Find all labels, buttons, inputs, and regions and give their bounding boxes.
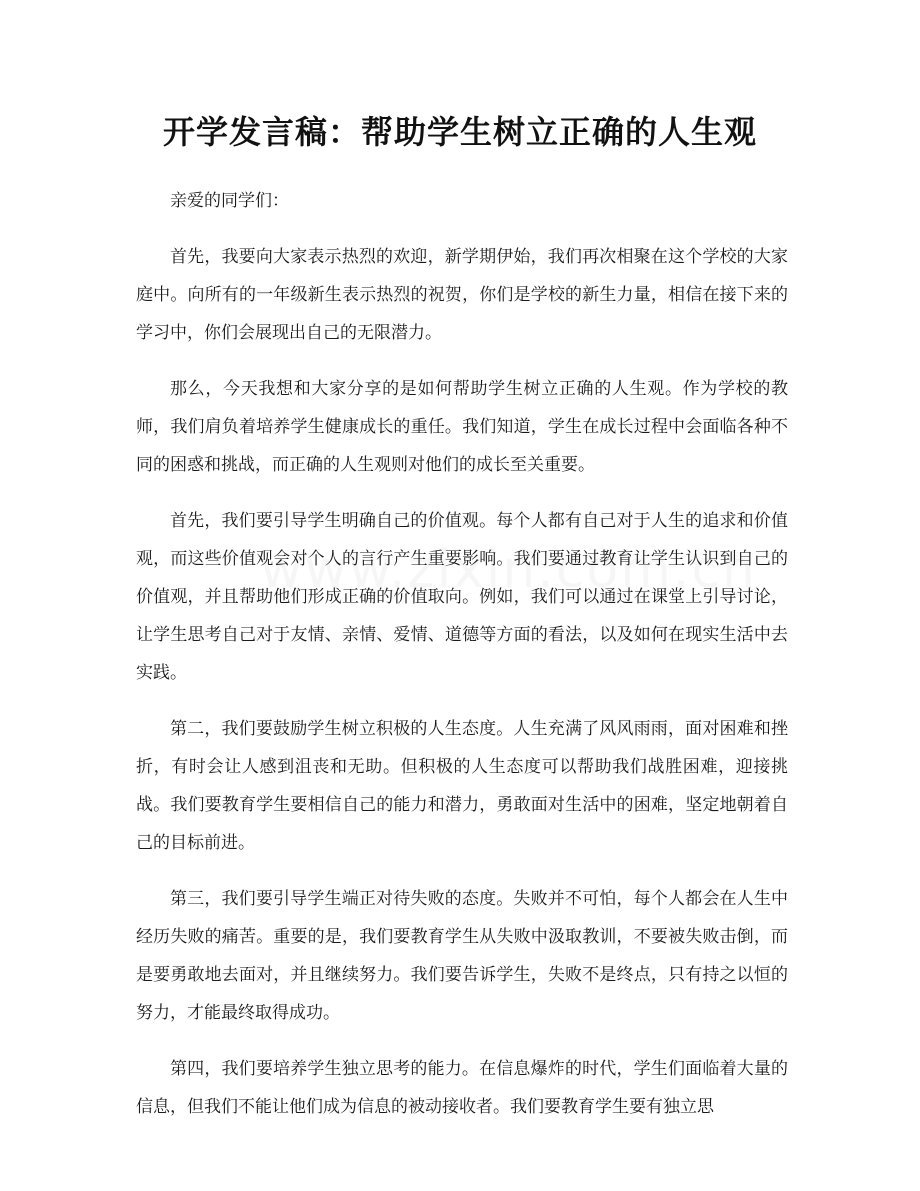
salutation-paragraph: 亲爱的同学们： <box>170 191 289 211</box>
document-body <box>136 182 788 1144</box>
values-paragraph: 首先，我们要引导学生明确自己的价值观。每个人都有自己对于人生的追求和价值观，而这些价值观会对个人的言行产生重要影响。我们要通过教育让学生认识到自己的价值观，并且帮助他们形成正确的价值取向。例如，我们可以通过在课堂上引导讨论，让学生思考自己对于友情、亲情、爱情、道德等方面的看法，以及如何在现实生活中去实践。 <box>136 511 788 683</box>
independent-thinking-paragraph: 第四，我们要培养学生独立思考的能力。在信息爆炸的时代，学生们面临着大量的信息，但我们不能让他们成为信息的被动接收者。我们要教育学生要有独立思 <box>136 1059 788 1117</box>
welcome-paragraph: 首先，我要向大家表示热烈的欢迎，新学期伊始，我们再次相聚在这个学校的大家庭中。向所有的一年级新生表示热烈的祝贺，你们是学校的新生力量，相信在接下来的学习中，你们会展现出自己的无限潜力。 <box>136 247 788 343</box>
page-title: 开学发言稿：帮助学生树立正确的人生观 <box>162 113 757 151</box>
topic-paragraph: 那么，今天我想和大家分享的是如何帮助学生树立正确的人生观。作为学校的教师，我们肩负着培养学生健康成长的重任。我们知道，学生在成长过程中会面临各种不同的困惑和挑战，而正确的人生观则对他们的成长至关重要。 <box>136 379 788 475</box>
attitude-paragraph: 第二，我们要鼓励学生树立积极的人生态度。人生充满了风风雨雨，面对困难和挫折，有时会让人感到沮丧和无助。但积极的人生态度可以帮助我们战胜困难，迎接挑战。我们要教育学生要相信自己的能力和潜力，勇敢面对生活中的困难，坚定地朝着自己的目标前进。 <box>136 719 788 853</box>
failure-paragraph: 第三，我们要引导学生端正对待失败的态度。失败并不可怕，每个人都会在人生中经历失败的痛苦。重要的是，我们要教育学生从失败中汲取教训，不要被失败击倒，而是要勇敢地去面对，并且继续努力。我们要告诉学生，失败不是终点，只有持之以恒的努力，才能最终取得成功。 <box>136 889 788 1023</box>
